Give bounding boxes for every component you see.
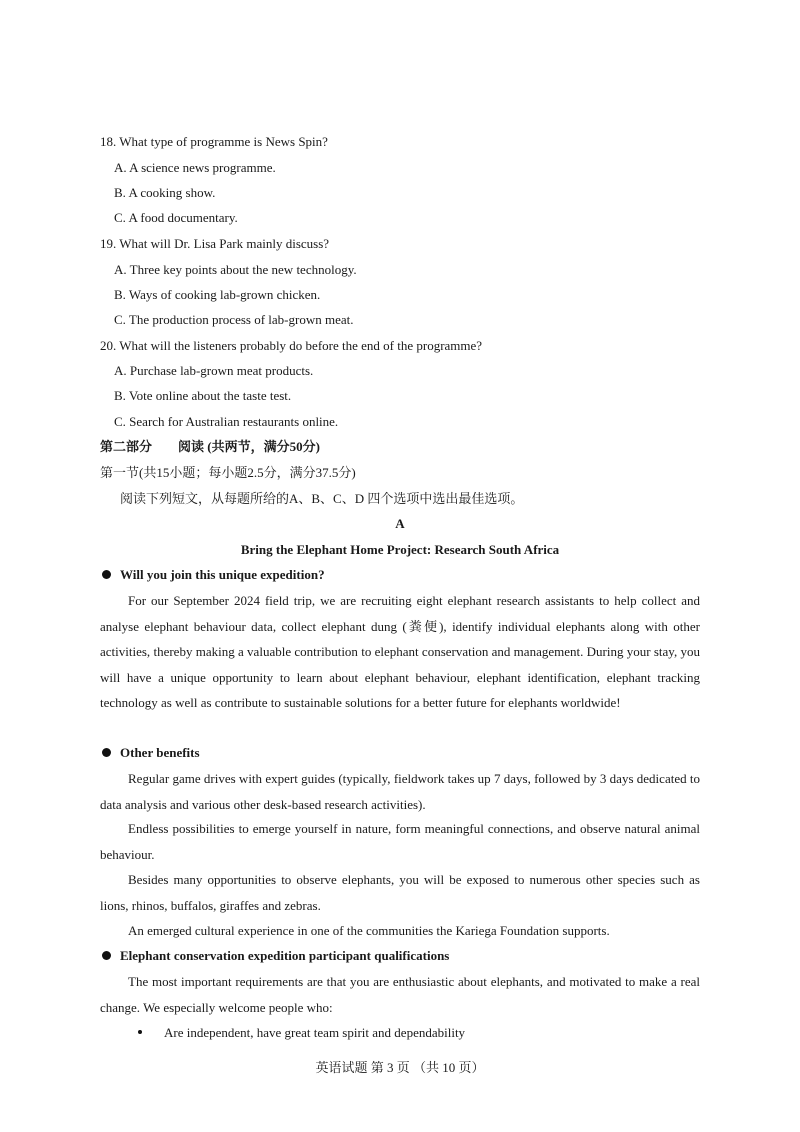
section-heading-expedition xyxy=(102,567,325,583)
question-18-option-c: C. A food documentary. xyxy=(114,210,238,225)
paragraph-expedition: For our September 2024 field trip, we are recruiting eight elephant research assistants to help collect and analyse elephant behaviour data, collect elephant dung (粪便), identify individual elephants along with other activities, thereby making a valuable contribution to elephant conservation and management. During your stay, you will have a unique opportunity to learn about elephant behaviour, elephant identification, elephant tracking technology as well as contribute to sustainable solutions for a better future for elephants worldwide! xyxy=(100,593,700,711)
question-19-option-a: A. Three key points about the new technology. xyxy=(114,262,357,277)
question-18-option-b: B. A cooking show. xyxy=(114,185,216,200)
section-heading-text: Will you join this unique expedition? xyxy=(120,567,325,582)
bullet-icon xyxy=(102,570,111,579)
question-20-option-b: B. Vote online about the taste test. xyxy=(114,388,292,403)
paragraph-game-drives: Regular game drives with expert guides (typically, fieldwork takes up 7 days, followed by 3 days dedicated to data analysis and various other desk-based research activities). xyxy=(100,771,700,812)
bullet-icon xyxy=(102,748,111,757)
section-heading-benefits xyxy=(102,745,200,761)
paragraph-nature: Endless possibilities to emerge yourself in nature, form meaningful connections, and observe natural animal behaviour. xyxy=(100,821,700,862)
paragraph-requirements: The most important requirements are that you are enthusiastic about elephants, and motivated to make a real change. We especially welcome people who: xyxy=(100,974,700,1015)
question-19-option-c: C. The production process of lab-grown meat. xyxy=(114,312,354,327)
passage-letter: A xyxy=(395,516,405,531)
paragraph-cultural: An emerged cultural experience in one of the communities the Kariega Foundation supports. xyxy=(128,923,610,938)
list-item-independent: Are independent, have great team spirit and dependability xyxy=(164,1025,466,1040)
bullet-icon xyxy=(102,951,111,960)
section-heading-text: Elephant conservation expedition participant qualifications xyxy=(120,948,450,963)
paragraph-species: Besides many opportunities to observe elephants, you will be exposed to numerous other species such as lions, rhinos, buffalos, giraffes and zebras. xyxy=(100,872,700,913)
page-footer: 英语试题 第 3 页 （共 10 页） xyxy=(315,1060,485,1075)
part2-instruction: 阅读下列短文，从每题所给的A、B、C、D 四个选项中选出最佳选项。 xyxy=(120,491,524,506)
section-heading-text: Other benefits xyxy=(120,745,200,760)
part2-section1: 第一节(共15小题；每小题2.5分，满分37.5分) xyxy=(100,465,356,480)
question-19-option-b: B. Ways of cooking lab-grown chicken. xyxy=(114,287,321,302)
section-heading-qualifications xyxy=(102,948,449,964)
question-20-option-a: A. Purchase lab-grown meat products. xyxy=(114,363,314,378)
question-20-option-c: C. Search for Australian restaurants online. xyxy=(114,414,339,429)
list-bullet-icon xyxy=(138,1030,142,1034)
question-18-stem: 18. What type of programme is News Spin? xyxy=(100,134,328,149)
part2-heading: 第二部分 阅读 (共两节，满分50分) xyxy=(100,439,320,454)
question-18-option-a: A. A science news programme. xyxy=(114,160,276,175)
passage-title: Bring the Elephant Home Project: Research South Africa xyxy=(240,542,560,557)
question-20-stem: 20. What will the listeners probably do before the end of the programme? xyxy=(100,338,483,353)
question-19-stem: 19. What will Dr. Lisa Park mainly discuss? xyxy=(100,236,330,251)
